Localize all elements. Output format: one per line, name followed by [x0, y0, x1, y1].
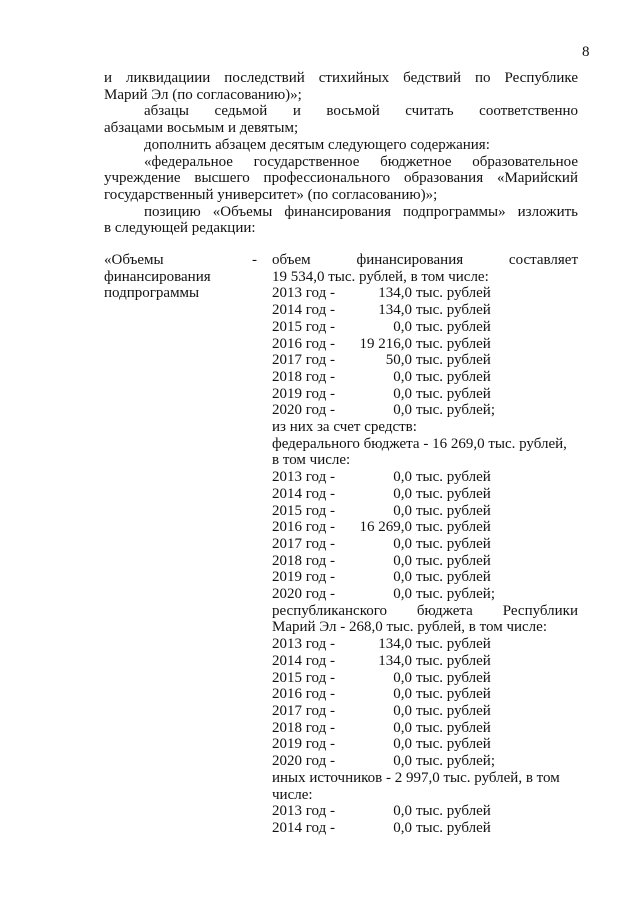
year-unit: тыс. рублей [416, 636, 491, 653]
year-unit: тыс. рублей [416, 318, 491, 335]
year-amount: 0,0 [393, 502, 412, 519]
year-label: 2015 год - [272, 318, 335, 335]
year-label: 2016 год - [272, 686, 335, 703]
year-label: 2019 год - [272, 736, 335, 753]
total-line: объем финансирования составляет [272, 252, 578, 268]
position-dash: - [252, 252, 257, 268]
other-line: числе: [272, 786, 313, 803]
year-amount: 0,0 [393, 803, 412, 820]
federal-line: федерального бюджета - 16 269,0 тыс. рублей, [272, 435, 567, 452]
year-amount: 0,0 [393, 385, 412, 402]
year-label: 2019 год - [272, 385, 335, 402]
year-unit: тыс. рублей [416, 652, 491, 669]
year-label: 2014 год - [272, 819, 335, 836]
year-amount: 0,0 [393, 719, 412, 736]
year-amount: 0,0 [393, 753, 412, 770]
year-amount: 0,0 [393, 669, 412, 686]
year-amount: 19 216,0 [359, 335, 412, 352]
year-label: 2013 год - [272, 285, 335, 302]
year-amount: 134,0 [378, 636, 412, 653]
year-amount: 0,0 [393, 318, 412, 335]
text-line: Марий Эл (по согласованию)»; [104, 86, 302, 103]
year-row [272, 553, 578, 570]
year-unit: тыс. рублей [416, 736, 491, 753]
year-label: 2016 год - [272, 519, 335, 536]
year-unit: тыс. рублей [416, 385, 491, 402]
year-label: 2013 год - [272, 803, 335, 820]
year-label: 2017 год - [272, 352, 335, 369]
year-amount: 16 269,0 [359, 519, 412, 536]
total-years-list [272, 285, 578, 419]
year-row [272, 653, 578, 670]
year-row [272, 319, 578, 336]
year-amount: 50,0 [385, 352, 412, 369]
year-row [272, 820, 578, 837]
amendment-text [104, 70, 578, 237]
text-line: абзацы седьмой и восьмой считать соответственно [144, 103, 578, 120]
year-row [272, 569, 578, 586]
republic-years-list [272, 636, 578, 770]
year-unit: тыс. рублей [416, 368, 491, 385]
position-label [104, 252, 254, 302]
federal-line: в том числе: [272, 452, 351, 469]
year-label: 2017 год - [272, 702, 335, 719]
year-amount: 0,0 [393, 469, 412, 486]
sources-intro: из них за счет средств: [272, 419, 417, 436]
year-row [272, 302, 578, 319]
year-amount: 0,0 [393, 368, 412, 385]
year-amount: 134,0 [378, 302, 412, 319]
year-row [272, 285, 578, 302]
year-row [272, 586, 578, 603]
year-row [272, 670, 578, 687]
year-row [272, 736, 578, 753]
year-label: 2015 год - [272, 502, 335, 519]
year-unit: тыс. рублей [416, 552, 491, 569]
year-row [272, 386, 578, 403]
text-line: в следующей редакции: [104, 220, 256, 237]
year-amount: 0,0 [393, 736, 412, 753]
year-row [272, 469, 578, 486]
year-row [272, 803, 578, 820]
year-amount: 0,0 [393, 402, 412, 419]
year-label: 2013 год - [272, 636, 335, 653]
year-amount: 0,0 [393, 569, 412, 586]
year-row [272, 336, 578, 353]
year-label: 2014 год - [272, 485, 335, 502]
year-label: 2017 год - [272, 535, 335, 552]
year-row [272, 503, 578, 520]
year-unit: тыс. рублей [416, 485, 491, 502]
financing-details [272, 252, 578, 837]
year-unit: тыс. рублей [416, 352, 491, 369]
text-line: дополнить абзацем десятым следующего содержания: [144, 136, 490, 153]
year-amount: 134,0 [378, 652, 412, 669]
year-unit: тыс. рублей [416, 285, 491, 302]
year-row [272, 402, 578, 419]
year-unit: тыс. рублей [416, 302, 491, 319]
year-label: 2014 год - [272, 652, 335, 669]
year-row [272, 519, 578, 536]
year-label: 2020 год - [272, 753, 335, 770]
year-unit: тыс. рублей [416, 502, 491, 519]
year-row [272, 686, 578, 703]
other-years-list [272, 803, 578, 836]
republic-line: Марий Эл - 268,0 тыс. рублей, в том числе: [272, 619, 547, 636]
year-unit: тыс. рублей; [416, 586, 495, 603]
year-row [272, 486, 578, 503]
other-line: иных источников - 2 997,0 тыс. рублей, в том [272, 769, 560, 786]
total-line: 19 534,0 тыс. рублей, в том числе: [272, 268, 489, 285]
page-number: 8 [582, 44, 590, 60]
year-unit: тыс. рублей [416, 819, 491, 836]
year-row [272, 753, 578, 770]
year-amount: 0,0 [393, 702, 412, 719]
year-row [272, 720, 578, 737]
year-amount: 0,0 [393, 819, 412, 836]
year-amount: 0,0 [393, 686, 412, 703]
year-label: 2013 год - [272, 469, 335, 486]
federal-years-list [272, 469, 578, 603]
text-line: позицию «Объемы финансирования подпрограммы» изложить [144, 203, 578, 220]
year-label: 2019 год - [272, 569, 335, 586]
year-unit: тыс. рублей [416, 519, 491, 536]
year-unit: тыс. рублей [416, 686, 491, 703]
year-row [272, 536, 578, 553]
year-label: 2020 год - [272, 402, 335, 419]
year-unit: тыс. рублей [416, 335, 491, 352]
year-unit: тыс. рублей [416, 469, 491, 486]
year-unit: тыс. рублей [416, 569, 491, 586]
year-label: 2016 год - [272, 335, 335, 352]
year-amount: 0,0 [393, 535, 412, 552]
year-unit: тыс. рублей [416, 803, 491, 820]
text-line: государственный университет» (по согласованию)»; [104, 186, 438, 203]
year-amount: 0,0 [393, 485, 412, 502]
text-line: и ликвидациии последствий стихийных бедствий по Республике [104, 70, 578, 86]
position-label-line: подпрограммы [104, 285, 200, 302]
year-amount: 134,0 [378, 285, 412, 302]
year-label: 2018 год - [272, 368, 335, 385]
year-label: 2020 год - [272, 586, 335, 603]
year-unit: тыс. рублей; [416, 753, 495, 770]
year-unit: тыс. рублей [416, 702, 491, 719]
year-row [272, 352, 578, 369]
year-amount: 0,0 [393, 586, 412, 603]
year-row [272, 369, 578, 386]
year-unit: тыс. рублей [416, 669, 491, 686]
year-label: 2018 год - [272, 552, 335, 569]
text-line: абзацами восьмым и девятым; [104, 120, 299, 137]
year-row [272, 703, 578, 720]
text-line: учреждение высшего профессионального образования «Марийский [104, 170, 578, 187]
year-amount: 0,0 [393, 552, 412, 569]
republic-line: республиканского бюджета Республики [272, 602, 578, 619]
position-label-line: «Объемы [104, 252, 164, 268]
year-label: 2015 год - [272, 669, 335, 686]
year-label: 2018 год - [272, 719, 335, 736]
year-unit: тыс. рублей [416, 719, 491, 736]
year-row [272, 636, 578, 653]
year-label: 2014 год - [272, 302, 335, 319]
year-unit: тыс. рублей [416, 535, 491, 552]
text-line: «федеральное государственное бюджетное образовательное [144, 153, 578, 170]
year-unit: тыс. рублей; [416, 402, 495, 419]
position-label-line: финансирования [104, 268, 211, 285]
